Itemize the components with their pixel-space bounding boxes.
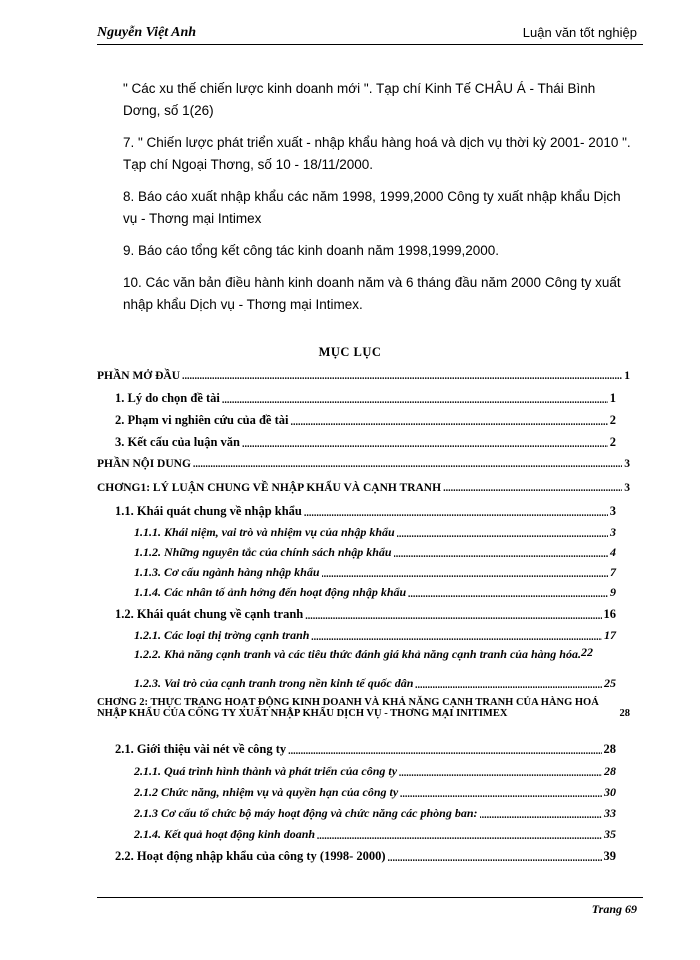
toc-leader [304,508,608,519]
toc-entry-page: 39 [603,849,616,863]
reference-item: " Các xu thế chiến lược kinh doanh mới ". Tạp chí Kinh Tế CHÂU Á - Thái Bình Dơng, số 1(26) [123,81,596,118]
toc-entry-text: 1.1. Khái quát chung về nhập khẩu [115,504,302,518]
toc-entry-page: 4 [610,545,616,559]
toc-leader [408,589,608,600]
toc-entry-text: 1.2.3. Vai trò của cạnh tranh trong nền kinh tế quốc dân [134,676,414,690]
toc-leader [311,632,602,643]
toc-leader [443,483,622,494]
toc-entry-page: 3 [609,504,616,518]
toc-leader [480,810,603,821]
toc-leader [322,569,608,580]
toc-entry-page: 28 [619,708,630,719]
page-number: Trang 69 [591,902,637,916]
toc-entry[interactable] [115,504,616,519]
document-title: Luận văn tốt nghiệp [522,25,637,40]
toc-entry-text: 1. Lý do chọn đề tài [115,391,220,405]
toc-entry[interactable] [134,764,616,779]
page-footer [97,897,643,916]
toc-entry-page: 1 [609,391,616,405]
toc-entry-text: 2.2. Hoạt động nhập khẩu của công ty (1998- 2000) [115,849,386,863]
toc-leader [397,529,608,540]
toc-entry-text: 1.2. Khái quát chung về cạnh tranh [115,607,304,621]
toc-entry[interactable] [115,391,616,406]
toc-entry-text: PHẦN NỘI DUNG [97,458,191,470]
toc-entry-page: 2 [609,413,616,427]
toc-entry-page: 35 [604,827,616,841]
toc-entry-text: CHƠNG1: LÝ LUẬN CHUNG VỀ NHẬP KHẨU VÀ CẠNH TRANH [97,482,442,494]
toc-entry-text: 2. Phạm vi nghiên cứu của đề tài [115,413,289,427]
toc-leader [394,549,608,560]
toc-leader [388,853,602,864]
toc-entry-page: 9 [610,585,616,599]
toc-entry-text: CHƠNG 2: THỰC TRẠNG HOẠT ĐỘNG KINH DOANH VÀ KHẢ NĂNG CẠNH TRANH CỦA HÀNG HOÁ NHẬP KHẨU CỦA CÔNG TY XUẤT NHẬP KHẨU DỊCH VỤ - THƠNG MẠI INITIMEX [97,697,599,719]
toc-entry-text: 1.2.2. Khả năng cạnh tranh và các tiêu thức đánh giá khả năng cạnh tranh của hàng hóa. [134,647,581,661]
reference-item: 9. Báo cáo tổng kết công tác kinh doanh năm 1998,1999,2000. [123,243,500,258]
toc-leader [242,439,608,450]
toc-entry-page: 33 [604,806,616,820]
toc-entry[interactable] [134,785,616,800]
toc-entry-page: 7 [610,565,616,579]
toc-entry-page: 30 [604,785,616,799]
toc-entry[interactable] [115,742,616,757]
toc-entry[interactable] [115,607,616,622]
toc-entry-text: 1.1.4. Các nhân tố ảnh hởng đến hoạt động nhập khẩu [134,585,407,599]
toc-entry[interactable] [115,435,616,450]
toc-entry-text: 2.1.4. Kết quả hoạt động kinh doanh [134,827,316,841]
toc-entry-page: 1 [624,370,630,382]
toc-leader [182,371,622,382]
toc-leader [222,395,608,406]
toc-leader [317,831,602,842]
reference-item: 8. Báo cáo xuất nhập khẩu các năm 1998, 1999,2000 Công ty xuất nhập khẩu Dịch vụ - Thơng mại Intimex [123,189,621,226]
toc-entry[interactable] [97,458,630,470]
reference-item: 10. Các văn bản điều hành kinh doanh năm và 6 tháng đầu năm 2000 Công ty xuất nhập khẩu Dịch vụ - Thơng mại Intimex. [123,275,621,312]
toc-entry-text: 1.2.1. Các loại thị trờng cạnh tranh [134,628,310,642]
toc-entry-page: 2 [609,435,616,449]
toc-leader [288,746,601,757]
toc-entry[interactable] [134,676,616,691]
toc-entry-text: 3. Kết cấu của luận văn [115,435,241,449]
toc-entry[interactable] [134,585,616,600]
reference-item: 7. " Chiến lược phát triển xuất - nhập khẩu hàng hoá và dịch vụ thời kỳ 2001- 2010 ". Tạp chí Ngoại Thơng, số 10 - 18/11/2000. [123,135,631,172]
toc-leader [400,789,602,800]
toc-entry[interactable] [134,628,616,643]
toc-entry-page: 3 [610,525,616,539]
toc-entry-text: 2.1. Giới thiệu vài nét về công ty [115,742,287,756]
toc-entry[interactable] [115,849,616,864]
toc-entry-text: 1.1.2. Những nguyên tắc của chính sách nhập khẩu [134,545,392,559]
toc-entry[interactable] [97,370,630,382]
toc-entry-text: 1.1.3. Cơ cấu ngành hàng nhập khẩu [134,565,320,579]
toc-entry-page: 17 [604,628,616,642]
toc-entry[interactable] [134,827,616,842]
toc-entry[interactable] [97,697,630,719]
toc-entry-text: 1.1.1. Khái niệm, vai trò và nhiệm vụ của nhập khẩu [134,525,395,539]
toc-entry-text: 2.1.3 Cơ cấu tổ chức bộ máy hoạt động và chức năng các phòng ban: [134,806,478,820]
toc-entry-page: 28 [604,764,616,778]
toc-title: MỤC LỤC [318,345,382,359]
toc-entry-text: 2.1.2 Chức năng, nhiệm vụ và quyền hạn của công ty [134,785,399,799]
page-header [97,22,643,45]
toc-entry[interactable] [134,806,616,821]
toc-entry[interactable] [134,545,616,560]
toc-leader [399,768,602,779]
references-list [123,78,633,326]
toc-entry[interactable] [134,645,616,660]
toc-entry[interactable] [134,525,616,540]
toc-leader [291,417,608,428]
toc-entry-page: 3 [624,458,630,470]
toc-entry-page: 3 [624,482,630,494]
toc-entry-text: 2.1.1. Quá trình hình thành và phát triển của công ty [134,764,398,778]
toc-entry-page: 22 [580,645,593,659]
toc-leader [305,611,601,622]
toc-entry-page: 16 [603,607,616,621]
toc-leader [415,680,602,691]
toc-entry-page: 28 [603,742,616,756]
toc-entry[interactable] [97,482,630,494]
toc-entry-text: PHẦN MỞ ĐẦU [97,370,181,382]
toc-leader [193,459,622,470]
author-name: Nguyễn Việt Anh [97,25,197,40]
toc-entry-page: 25 [604,676,616,690]
toc-entry[interactable] [115,413,616,428]
toc-entry[interactable] [134,565,616,580]
